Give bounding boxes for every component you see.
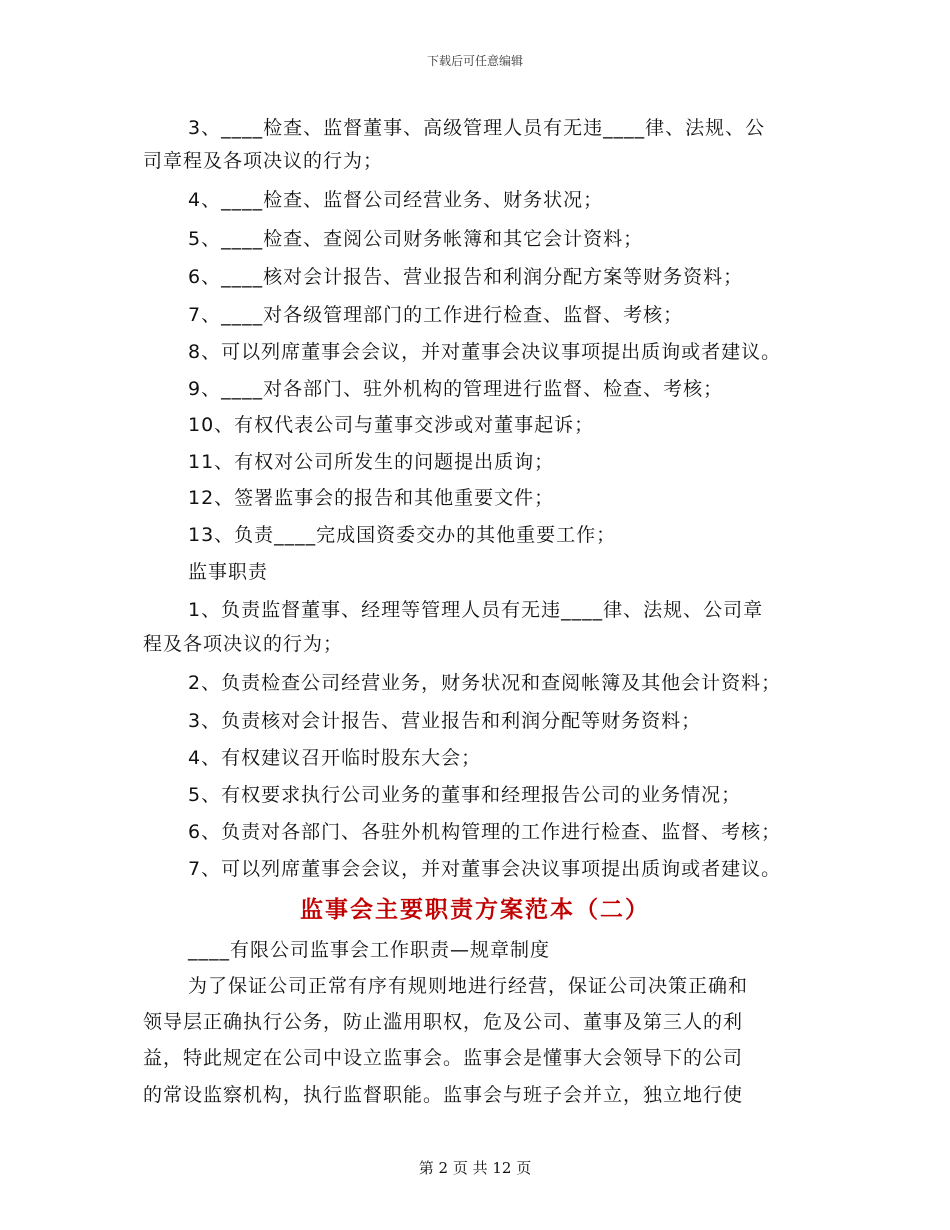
list-item: 11、有权对公司所发生的问题提出质询； xyxy=(188,451,555,473)
list-item: 12、签署监事会的报告和其他重要文件； xyxy=(188,487,555,509)
list-item: 10、有权代表公司与董事交涉或对董事起诉； xyxy=(188,414,595,436)
paragraph-line: 的常设监察机构，执行监督职能。监事会与班子会并立，独立地行使 xyxy=(143,1084,744,1106)
section-heading: 监事职责 xyxy=(188,561,269,583)
list-item: 9、____对各部门、驻外机构的管理进行监督、检查、考核； xyxy=(188,378,724,400)
list-item: 1、负责监督董事、经理等管理人员有无违____律、法规、公司章 xyxy=(188,599,764,621)
list-item: 3、____检查、监督董事、高级管理人员有无违____律、法规、公 xyxy=(188,117,766,139)
list-item: 6、负责对各部门、各驻外机构管理的工作进行检查、监督、考核； xyxy=(188,821,782,843)
list-item: 4、有权建议召开临时股东大会； xyxy=(188,747,482,769)
paragraph-line: 为了保证公司正常有序有规则地进行经营，保证公司决策正确和 xyxy=(188,975,749,997)
list-item: 7、可以列席董事会会议，并对董事会决议事项提出质询或者建议。 xyxy=(188,858,782,880)
page-footer: 第 2 页 共 12 页 xyxy=(418,1159,532,1177)
list-item: 5、有权要求执行公司业务的董事和经理报告公司的业务情况； xyxy=(188,784,742,806)
list-item-continuation: 司章程及各项决议的行为； xyxy=(143,150,384,172)
list-item-continuation: 程及各项决议的行为； xyxy=(143,633,344,655)
section-title: 监事会主要职责方案范本（二） xyxy=(300,897,650,923)
list-item: 2、负责检查公司经营业务，财务状况和查阅帐簿及其他会计资料； xyxy=(188,672,782,694)
paragraph-line: 益，特此规定在公司中设立监事会。监事会是懂事大会领导下的公司 xyxy=(143,1047,744,1069)
list-item: 7、____对各级管理部门的工作进行检查、监督、考核； xyxy=(188,304,684,326)
list-item: 4、____检查、监督公司经营业务、财务状况； xyxy=(188,189,604,211)
list-item: 13、负责____完成国资委交办的其他重要工作； xyxy=(188,524,617,546)
page-header: 下载后可任意编辑 xyxy=(426,54,523,68)
list-item: 8、可以列席董事会会议，并对董事会决议事项提出质询或者建议。 xyxy=(188,341,782,363)
paragraph-line: 领导层正确执行公务，防止滥用职权，危及公司、董事及第三人的利 xyxy=(143,1011,744,1033)
section-subtitle: ____有限公司监事会工作职责—规章制度 xyxy=(188,939,551,961)
list-item: 6、____核对会计报告、营业报告和利润分配方案等财务资料； xyxy=(188,266,744,288)
list-item: 3、负责核对会计报告、营业报告和利润分配等财务资料； xyxy=(188,710,702,732)
list-item: 5、____检查、查阅公司财务帐簿和其它会计资料； xyxy=(188,228,644,250)
